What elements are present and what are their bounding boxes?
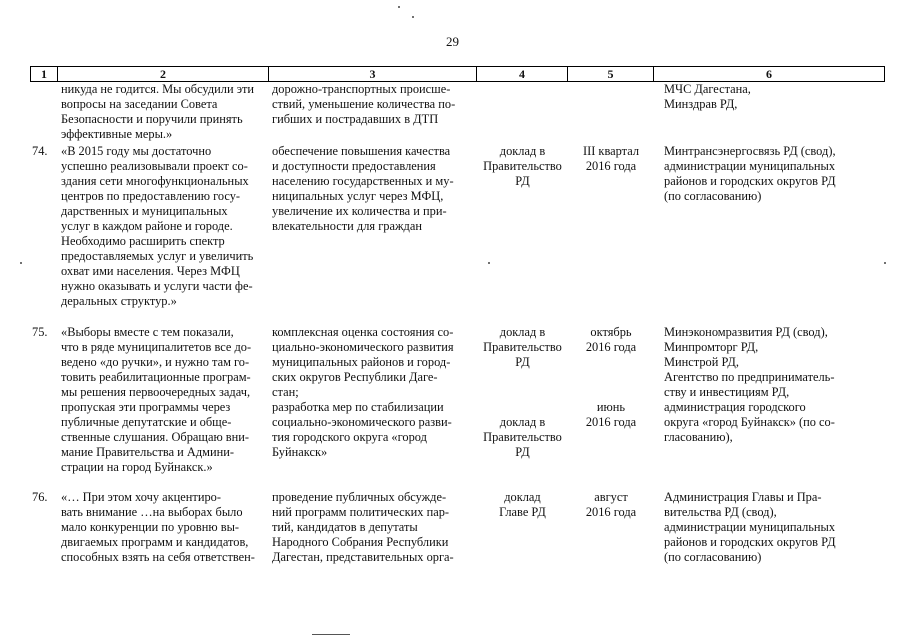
responsible: Минэкономразвития РД (свод), Минпромторг РД, Минстрой РД, Агентство по предприниматель- ству и инвестициям РД, администрация городского округа «город Буйнакск» (по со- гласованию), bbox=[664, 325, 835, 444]
row-number bbox=[30, 82, 58, 144]
responsible: Администрация Главы и Пра- вительства РД (свод), администрации муниципальных районов и городских округов РД (по согласованию) bbox=[664, 490, 836, 564]
deadline: III квартал 2016 года bbox=[582, 144, 640, 173]
column-header-1: 1 bbox=[30, 66, 58, 82]
scan-speck bbox=[20, 262, 22, 264]
quote-text: «Выборы вместе с тем показали, что в ряде муниципалитетов все до- ведено «до ручки», и нужно там го- товить реабилитационные програм- мы решения первоочередных задач, пропуская эти программы через публичные депутатские и обще- ственные слушания. Обращаю вни- мание Правительства и Админи- страции на город Буйнакск.» bbox=[61, 325, 252, 474]
responsible: МЧС Дагестана, Минздрав РД, bbox=[664, 82, 751, 111]
quote-text: никуда не годится. Мы обсудили эти вопросы на заседании Совета Безопасности и поручили принять эффективные меры.» bbox=[61, 82, 255, 141]
quote-text: «В 2015 году мы достаточно успешно реализовывали проект со- здания сети многофункциональных центров по предоставлению госу- дарственных и муниципальных услуг в каждом районе и городе. Необходимо расширить спектр предоставляемых услуг и увеличить охват ими населения. Через МФЦ нужно оказывать и услуги части фе- деральных структур.» bbox=[61, 144, 254, 308]
column-header-6: 6 bbox=[654, 66, 885, 82]
action-text: проведение публичных обсужде- ний программ политических пар- тий, кандидатов в депутаты Народного Собрания Республики Дагестан, представительных орга- bbox=[272, 490, 454, 564]
page-number: 29 bbox=[446, 34, 459, 49]
action-text: дорожно-транспортных происше- ствий, уменьшение количества по- гибших и пострадавших в ДТП bbox=[272, 82, 456, 126]
scan-speck bbox=[398, 6, 400, 8]
report-form: доклад в Правительство РД доклад в Правительство РД bbox=[483, 325, 562, 459]
scan-speck bbox=[488, 262, 490, 264]
deadline bbox=[568, 82, 654, 144]
row-number: 75. bbox=[32, 325, 48, 339]
column-header-2: 2 bbox=[58, 66, 269, 82]
quote-text: «… При этом хочу акцентиро- вать внимание …на выборах было мало конкуренции по уровню вы- двигаемых программ и кандидатов, способных взять на себя ответствен- bbox=[61, 490, 255, 564]
deadline: август 2016 года bbox=[585, 490, 637, 519]
column-header-5: 5 bbox=[568, 66, 654, 82]
responsible: Минтрансэнергосвязь РД (свод), администрации муниципальных районов и городских округов РД (по согласованию) bbox=[664, 144, 836, 203]
report-form bbox=[477, 82, 568, 144]
scan-speck bbox=[412, 16, 414, 18]
column-header-4: 4 bbox=[477, 66, 568, 82]
row-number: 74. bbox=[32, 144, 48, 158]
report-form: доклад Главе РД bbox=[499, 490, 546, 519]
row-number: 76. bbox=[32, 490, 48, 504]
column-header-3: 3 bbox=[269, 66, 477, 82]
scan-mark bbox=[312, 634, 350, 635]
action-text: обеспечение повышения качества и доступности предоставления населению государственных и му- ниципальных услуг через МФЦ, увеличение их количества и при- влекательности для граждан bbox=[272, 144, 454, 233]
deadline: октябрь 2016 года июнь 2016 года bbox=[585, 325, 637, 429]
scan-speck bbox=[884, 262, 886, 264]
action-text: комплексная оценка состояния со- циально-экономического развития муниципальных районов и город- ских округов Республики Даге- стан; разработка мер по стабилизации социально-экономического разви- тия городского округа «город Буйнакск» bbox=[272, 325, 454, 459]
document-table bbox=[30, 66, 885, 566]
report-form: доклад в Правительство РД bbox=[483, 144, 562, 188]
